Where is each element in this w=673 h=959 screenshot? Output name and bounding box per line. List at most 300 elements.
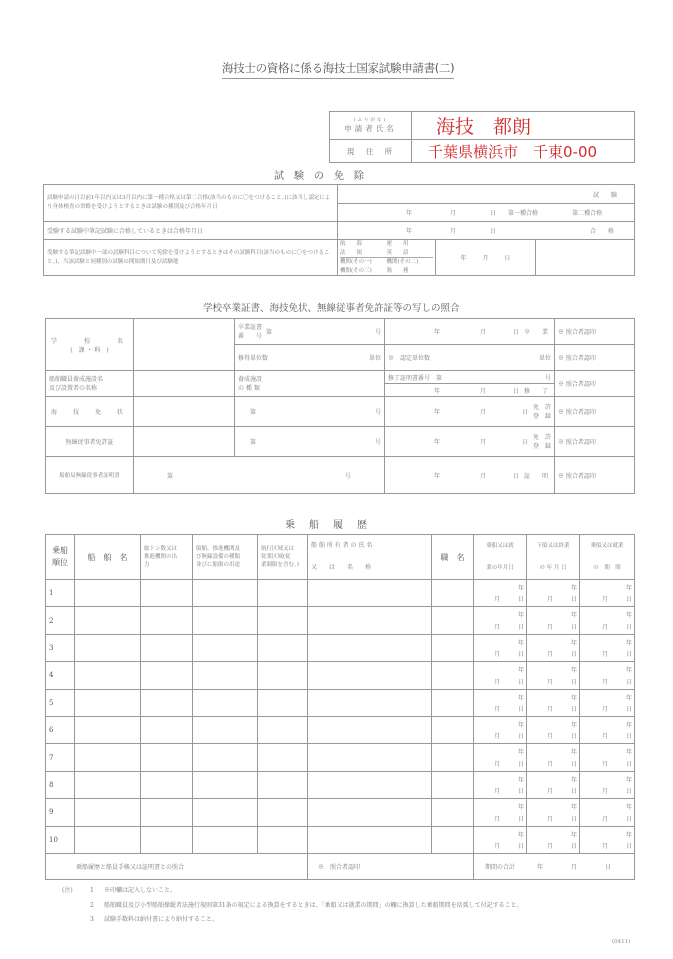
day-label: 日 [625,815,632,823]
col-owner-line2: 又 は 名 称 [311,564,372,571]
month-label: 月 [601,815,608,823]
leave-date-field[interactable] [527,607,580,634]
board-date-field[interactable] [474,771,527,798]
post-field[interactable] [432,580,474,607]
facility-name-label: 船舶職員養成施設名 及び設置者の名称 [46,371,134,397]
board-date-field[interactable] [474,799,527,826]
total-month: 月 [571,863,578,871]
row-number: 5 [46,689,75,716]
day-label: 日 [625,651,632,659]
owner-field[interactable] [308,716,432,743]
month-label: 月 [493,842,500,850]
day-label: 日 [625,733,632,741]
completion-cert-field[interactable] [385,371,555,384]
board-date-field[interactable] [474,634,527,661]
seal-radio-license: ※ 照合者認印 [555,427,635,457]
month-label: 月 [546,815,553,823]
col-area: 航行区域又は 従業区域(従 業制限を含む。) [258,535,308,580]
facility-type-label[interactable]: 養成施設 の 種 類 [235,371,385,397]
day-label: 日 [570,815,577,823]
board-date-field[interactable] [474,826,527,853]
period-field[interactable] [580,607,635,634]
period-field[interactable] [580,744,635,771]
month-label: 月 [601,596,608,604]
year-label: 年 [570,831,577,839]
credits-label: 修得単位数 [238,355,269,362]
written-pass-date-field[interactable] [338,222,635,240]
tonnage-field[interactable] [141,744,193,771]
day-label: 日 [570,733,577,741]
completion-date-field[interactable] [385,384,555,397]
month-label: 月 [450,210,457,217]
month-label: 月 [493,705,500,713]
col-type: 船舶、推進機関及 び無線設備の種類 並びに船舶の用途 [193,535,258,580]
leave-date-field[interactable] [527,799,580,826]
history-row [46,716,635,743]
row-number: 2 [46,607,75,634]
row-number: 1 [46,580,75,607]
ship-name-field[interactable] [75,607,141,634]
cert-number-field[interactable] [235,319,385,345]
month-label: 月 [546,678,553,686]
month-label: 月 [450,228,457,235]
year-label: 年 [570,612,577,620]
month-label: 月 [493,788,500,796]
day-label: 日 [517,623,524,631]
year-label: 年 [517,667,524,675]
radio-cert-number-field[interactable] [134,457,385,494]
period-field[interactable] [580,689,635,716]
furigana-label: (ふりがな) [353,118,388,123]
ship-name-field[interactable] [75,580,141,607]
month-label: 月 [480,472,487,480]
year-label: 年 [625,585,632,592]
exam-type-field[interactable] [338,185,635,204]
board-date-field[interactable] [474,607,527,634]
day-label: 日 [570,788,577,796]
period-field[interactable] [580,799,635,826]
license-number-field[interactable] [235,397,385,427]
month-label: 月 [493,760,500,768]
day-label: 日 [570,623,577,631]
year-label: 年 [625,776,632,784]
completed-label: 修 了 [523,387,551,395]
month-label: 月 [493,733,500,741]
leave-date-field[interactable] [527,689,580,716]
period-field[interactable] [580,662,635,689]
dai-label: 第 [250,409,257,416]
day-label: 日 [625,705,632,713]
year-label: 年 [517,776,524,784]
ship-name-field[interactable] [75,716,141,743]
month-label: 月 [546,788,553,796]
year-label: 年 [434,472,441,480]
month-label: 月 [480,387,487,395]
approved-credits-label: ※ 認定単位数 [388,355,431,362]
month-label: 月 [546,651,553,659]
col-period: 乗船又は就業 の 期 間 [580,535,635,580]
applicant-name-label-cell [330,112,412,140]
type-field[interactable] [193,799,258,826]
address-value: 千葉県横浜市 千東0-00 [428,142,598,161]
day-label: 日 [570,842,577,850]
radio-license-date-field[interactable] [385,427,555,457]
subject-engine-3[interactable]: 機関(その三) [340,267,372,274]
owner-field[interactable] [308,580,432,607]
history-footer-row [46,853,635,879]
school-dept-text: ( 課 ・ 科 ) [70,346,109,354]
year-label: 年 [625,694,632,702]
period-field[interactable] [580,826,635,853]
ship-name-field[interactable] [75,771,141,798]
applicant-name-field[interactable] [412,112,635,140]
day-label: 日 [517,596,524,604]
certified-label: 証 明 [523,472,551,480]
month-label: 月 [480,439,487,446]
unit-label: 単位 [368,355,381,362]
note-item [62,913,523,928]
year-label: 年 [625,831,632,839]
subject-engine-1[interactable]: 機関(その一) [340,257,387,267]
period-field[interactable] [580,716,635,743]
year-label: 年 [517,749,524,757]
leave-date-field[interactable] [527,826,580,853]
ship-name-field[interactable] [75,662,141,689]
school-name-field[interactable] [134,319,235,371]
pass-label: 合 格 [589,228,617,235]
day-label: 日 [517,678,524,686]
total-day: 日 [605,863,612,871]
type-field[interactable] [193,716,258,743]
radio-cert-label: 船舶局無線従事者証明書 [46,457,134,494]
month-label: 月 [601,788,608,796]
day-label: 日 [625,788,632,796]
month-label: 月 [601,842,608,850]
ship-name-field[interactable] [75,634,141,661]
license-date-field[interactable] [385,397,555,427]
year-label: 年 [434,439,441,446]
dai-label: 第 [250,439,257,446]
day-label: 日 [517,842,524,850]
day-label: 日 [570,651,577,659]
tonnage-field[interactable] [141,716,193,743]
tonnage-field[interactable] [141,689,193,716]
area-field[interactable] [258,744,308,771]
note-text: 試験手数料は納付書により納付すること。 [104,916,219,923]
school-heading: 学校卒業証書、海技免状、無線従事者免許証等の写しの照合 [203,303,460,314]
col-leave: 下船又は終業 の 年 月 日 [527,535,580,580]
year-label: 年 [570,585,577,592]
area-field[interactable] [258,799,308,826]
seal-radio-cert: ※ 照合者認印 [555,457,635,494]
year-label: 年 [406,210,413,217]
month-label: 月 [546,842,553,850]
note-number: 1 [90,887,94,894]
total-label: 期間の合計 [485,863,516,871]
day-label: 日 [504,255,511,262]
history-header-row [46,535,635,580]
radio-cert-date-field[interactable] [385,457,555,494]
go-label: 号 [374,439,381,446]
col-owner [308,535,432,580]
day-label: 日 [570,705,577,713]
month-label: 月 [546,760,553,768]
post-field[interactable] [432,662,474,689]
pass-date-field[interactable] [338,204,635,222]
col-owner-line1: 船 舶 所 有 者 の 氏 名 [311,542,373,549]
day-label: 日 [517,733,524,741]
year-label: 年 [570,667,577,675]
exam-start-date-field[interactable] [436,240,536,276]
subject-navigation[interactable]: 航 海 [340,241,363,247]
area-field[interactable] [258,689,308,716]
type-field[interactable] [193,634,258,661]
facility-name-field[interactable] [134,371,235,397]
type-field[interactable] [193,771,258,798]
history-row [46,662,635,689]
leave-date-field[interactable] [527,716,580,743]
day-label: 日 [570,678,577,686]
year-label: 年 [460,255,467,262]
leave-date-field[interactable] [527,771,580,798]
type-field[interactable] [193,689,258,716]
area-field[interactable] [258,607,308,634]
post-field[interactable] [432,826,474,853]
year-label: 年 [570,749,577,757]
day-label: 日 [521,439,528,446]
subject-operation[interactable]: 運 用 [386,241,409,247]
dai-label: 第 [167,472,174,480]
address-field[interactable] [412,140,635,163]
tonnage-field[interactable] [141,799,193,826]
completion-cert-label: 修了証明書番号 第 [388,374,443,382]
board-date-field[interactable] [474,580,527,607]
history-heading: 乗船履歴 [285,520,381,531]
exemption-row1-desc: 試験申請の日以前1年以内又は3月以内に第一種合格又は第二合格(該当のものに〇をつけること。)に該当し認定により身体検査の省略を受けようとするときは試験の種別及び合格年月日 [44,185,338,222]
tonnage-field[interactable] [141,826,193,853]
year-label: 年 [570,721,577,729]
area-field[interactable] [258,771,308,798]
radio-license-field[interactable] [134,427,235,457]
col-post: 職 名 [432,535,474,580]
type-field[interactable] [193,662,258,689]
month-label: 月 [480,329,487,336]
applicant-name-label: 申請者氏名 [344,124,397,133]
ship-name-field[interactable] [75,826,141,853]
day-label: 日 [512,329,519,336]
year-label: 年 [517,721,524,729]
post-field[interactable] [432,689,474,716]
day-label: 日 [517,788,524,796]
ship-name-field[interactable] [75,799,141,826]
second-pass-option[interactable]: 第二種合格 [572,210,603,217]
graduation-date-field[interactable] [385,319,555,345]
owner-field[interactable] [308,744,432,771]
month-label: 月 [480,409,487,416]
history-row [46,826,635,853]
month-label: 月 [601,651,608,659]
history-row [46,607,635,634]
tonnage-field[interactable] [141,634,193,661]
subject-law[interactable]: 法 規 [340,249,363,256]
leave-date-field[interactable] [527,580,580,607]
note-text: ※印欄は記入しないこと。 [104,887,177,894]
row-number: 7 [46,744,75,771]
owner-field[interactable] [308,607,432,634]
row-number: 6 [46,716,75,743]
post-field[interactable] [432,771,474,798]
post-field[interactable] [432,634,474,661]
day-label: 日 [517,705,524,713]
type-field[interactable] [193,580,258,607]
history-row [46,580,635,607]
history-row [46,744,635,771]
type-field[interactable] [193,826,258,853]
note-item [62,884,523,899]
seal-license: ※ 照合者認印 [555,397,635,427]
month-label: 月 [493,678,500,686]
tonnage-field[interactable] [141,607,193,634]
board-date-field[interactable] [474,662,527,689]
ship-name-field[interactable] [75,689,141,716]
month-label: 月 [601,623,608,631]
day-label: 日 [625,678,632,686]
year-label: 年 [517,612,524,620]
month-label: 月 [546,705,553,713]
row-number: 8 [46,771,75,798]
post-field[interactable] [432,799,474,826]
post-field[interactable] [432,744,474,771]
total-period-field[interactable] [474,853,635,879]
row-number: 4 [46,662,75,689]
owner-field[interactable] [308,634,432,661]
area-field[interactable] [258,826,308,853]
credits-field[interactable] [235,345,385,371]
day-label: 日 [490,210,497,217]
year-label: 年 [517,585,524,592]
first-pass-option[interactable]: 第一種合格 [508,210,539,217]
seal-graduation: ※ 照合者認印 [555,319,635,345]
row-number: 3 [46,634,75,661]
radio-license-label: 無線従事者免許証 [46,427,134,457]
day-label: 日 [517,651,524,659]
area-field[interactable] [258,662,308,689]
owner-field[interactable] [308,826,432,853]
row-number: 9 [46,799,75,826]
exemption-row3-desc: 受験する筆記試験中一部の試験科目について免除を受けようとするときはその試験科目(該当のものに〇をつけること。)、当該試験と同種別の試験の開始期日及び試験地 [44,240,338,276]
month-label: 月 [546,623,553,631]
graduated-label: 卒 業 [523,329,551,336]
owner-field[interactable] [308,662,432,689]
school-name-text: 学 校 名 [50,337,128,345]
verify-seal: ※ 照合者認印 [308,853,474,879]
type-field[interactable] [193,607,258,634]
period-field[interactable] [580,634,635,661]
year-label: 年 [570,639,577,647]
notes [62,884,523,928]
owner-field[interactable] [308,771,432,798]
subject-english[interactable]: 英 語 [386,249,409,256]
day-label: 日 [517,815,524,823]
year-label: 年 [517,694,524,702]
year-label: 年 [570,776,577,784]
form-title: 海技士の資格に係る海技士国家試験申請書(二) [222,60,454,79]
total-year: 年 [537,863,544,871]
form-code: (0411) [612,939,631,945]
leave-date-field[interactable] [527,662,580,689]
exam-label: 試 験 [592,191,620,199]
col-rank: 乗船 順位 [46,535,75,580]
radio-license-number-field[interactable] [235,427,385,457]
period-field[interactable] [580,580,635,607]
board-date-field[interactable] [474,744,527,771]
day-label: 日 [517,760,524,768]
month-label: 月 [493,596,500,604]
subject-duties[interactable]: 執 務 [386,267,409,274]
tonnage-field[interactable] [141,771,193,798]
year-label: 年 [406,228,413,235]
year-label: 年 [625,612,632,620]
unit-label: 単位 [538,355,551,362]
board-date-field[interactable] [474,689,527,716]
license-field[interactable] [134,397,235,427]
day-label: 日 [625,596,632,604]
ship-name-field[interactable] [75,744,141,771]
owner-field[interactable] [308,689,432,716]
day-label: 日 [490,228,497,235]
month-label: 月 [601,705,608,713]
exam-location-field[interactable] [536,240,635,276]
subject-engine-2[interactable]: 機関(その二) [387,257,434,267]
leave-date-field[interactable] [527,634,580,661]
verify-label: 乗船履歴と船員手帳又は証明書との照合 [46,853,308,879]
day-label: 日 [512,472,519,480]
applicant-name-value: 海技 都朗 [436,116,532,138]
exemption-row2-desc: 受験する試験中筆記試験に合格しているときは合格年月日 [44,222,338,240]
owner-field[interactable] [308,799,432,826]
seal-completion: ※ 照合者認印 [555,371,635,397]
board-date-field[interactable] [474,716,527,743]
tonnage-field[interactable] [141,580,193,607]
history-row [46,689,635,716]
col-ship: 船 舶 名 [75,535,141,580]
year-label: 年 [517,639,524,647]
day-label: 日 [625,623,632,631]
year-label: 年 [625,804,632,812]
month-label: 月 [493,815,500,823]
area-field[interactable] [258,634,308,661]
history-table [45,534,635,880]
period-field[interactable] [580,771,635,798]
subjects-cell [338,240,436,276]
go-label: 号 [544,374,551,382]
school-name-label [46,319,134,371]
type-field[interactable] [193,744,258,771]
month-label: 月 [482,255,489,262]
go-label: 号 [374,329,381,336]
post-field[interactable] [432,607,474,634]
year-label: 年 [434,387,441,395]
tonnage-field[interactable] [141,662,193,689]
col-tonnage: 総トン数又は 推進機関の出 力 [141,535,193,580]
area-field[interactable] [258,716,308,743]
cert-number-label: 卒業証書 番 号 [238,323,263,340]
area-field[interactable] [258,580,308,607]
leave-date-field[interactable] [527,744,580,771]
post-field[interactable] [432,716,474,743]
month-label: 月 [546,596,553,604]
month-label: 月 [493,623,500,631]
